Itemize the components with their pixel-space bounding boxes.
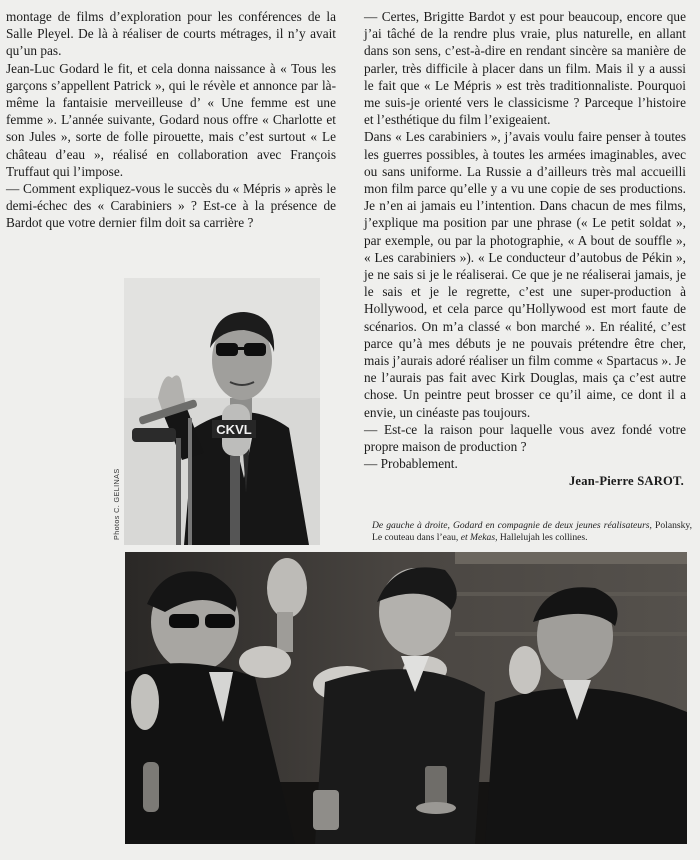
caption-part-3: et Mekas, <box>460 531 500 543</box>
caption-part-4: Hallelujah les collines. <box>499 531 588 543</box>
right-answer-1: — Certes, Brigitte Bardot y est pour beaucoup, encore que j’ai tâché de la rendre plus vraie, plus naturelle, en allant dans son sens, c’est-à-dire en rendant sincère sa manière de parler, très difficile à placer dans un film. Mais il y a aussi le fait que « Le Mépris » est très traditionnaliste. Pourquoi me suis-je orienté vers le classicisme ? Parceque l’histoire et l’esthétique du film l’exigeaient. <box>364 9 686 128</box>
left-column <box>6 8 336 232</box>
photo-caption <box>372 520 692 543</box>
caption-part-2: Polansky, Le couteau dans l’eau, <box>372 520 692 543</box>
right-answer-3: — Probablement. <box>364 456 458 472</box>
right-question: — Est-ce la raison pour laquelle vous avez fondé votre propre maison de production ? <box>364 421 686 455</box>
left-paragraph-2: Jean-Luc Godard le fit, et cela donna naissance à « Tous les garçons s’appellent Patrick », qui le révèle et annonce par là-même la fantaisie merveilleuse d’ « Une femme est une femme ». L’année suivante, Godard nous offre « Charlotte et son Jules », sorte de folle pirouette, mais c’est surtout « Le château d’eau », réalisé en collaboration avec François Truffaut qui l’impose. <box>6 60 336 179</box>
right-answer-2: Dans « Les carabiniers », j’avais voulu faire penser à toutes les guerres possibles, à toutes les armées imaginables, avec ou sans uniforme. La Russie a d’ailleurs très mal accueilli mon film parce qu’elle y a vu une copie de ses productions. Je n’en ai jamais eu l’intention. Dans chacun de mes films, j’explique ma position par une phrase (« Le petit soldat », par exemple, ou par la photographie, « A bout de souffle », « Les carabiniers »). « Le conducteur d’autobus de Pékin », je ne sais si je le réaliserai. Ce que je ne réaliserai jamais, je le sais et je le regrette, c’est une super-production à Hollywood, et cela parce qu’Hollywood est mort faute de scénarios. On m’a classé « bon marché ». En réalité, c’est parce qu’à mes débuts je ne pouvais prétendre être cher, mais j’aurais adoré réaliser un film comme « Spartacus ». Je ne l’aurais pas fait avec Kirk Douglas, mais ça c’est autre chose. Un peintre peut brosser ce qu’il aime, ce dont il a envie, un cinéaste pas toujours. <box>364 129 686 420</box>
right-column <box>364 8 686 491</box>
directors-group-photo <box>125 552 687 844</box>
microphone-label: CKVL <box>216 422 252 437</box>
photo-credit: Photos C. GELINAS <box>112 468 121 540</box>
left-paragraph-1: montage de films d’exploration pour les conférences de la Salle Pleyel. De là à réaliser de courts métrages, il n’y avait qu’un pas. <box>6 9 336 59</box>
left-question: — Comment expliquez-vous le succès du « Mépris » après le demi-échec des « Carabiniers » ? Est-ce à la présence de Bardot que votre dernier film doit sa carrière ? <box>6 181 336 231</box>
godard-microphone-photo <box>124 278 320 545</box>
caption-part-1: De gauche à droite, Godard en compagnie de deux jeunes réalisateurs, <box>372 520 656 531</box>
author-signature: Jean-Pierre SAROT. <box>568 474 684 489</box>
